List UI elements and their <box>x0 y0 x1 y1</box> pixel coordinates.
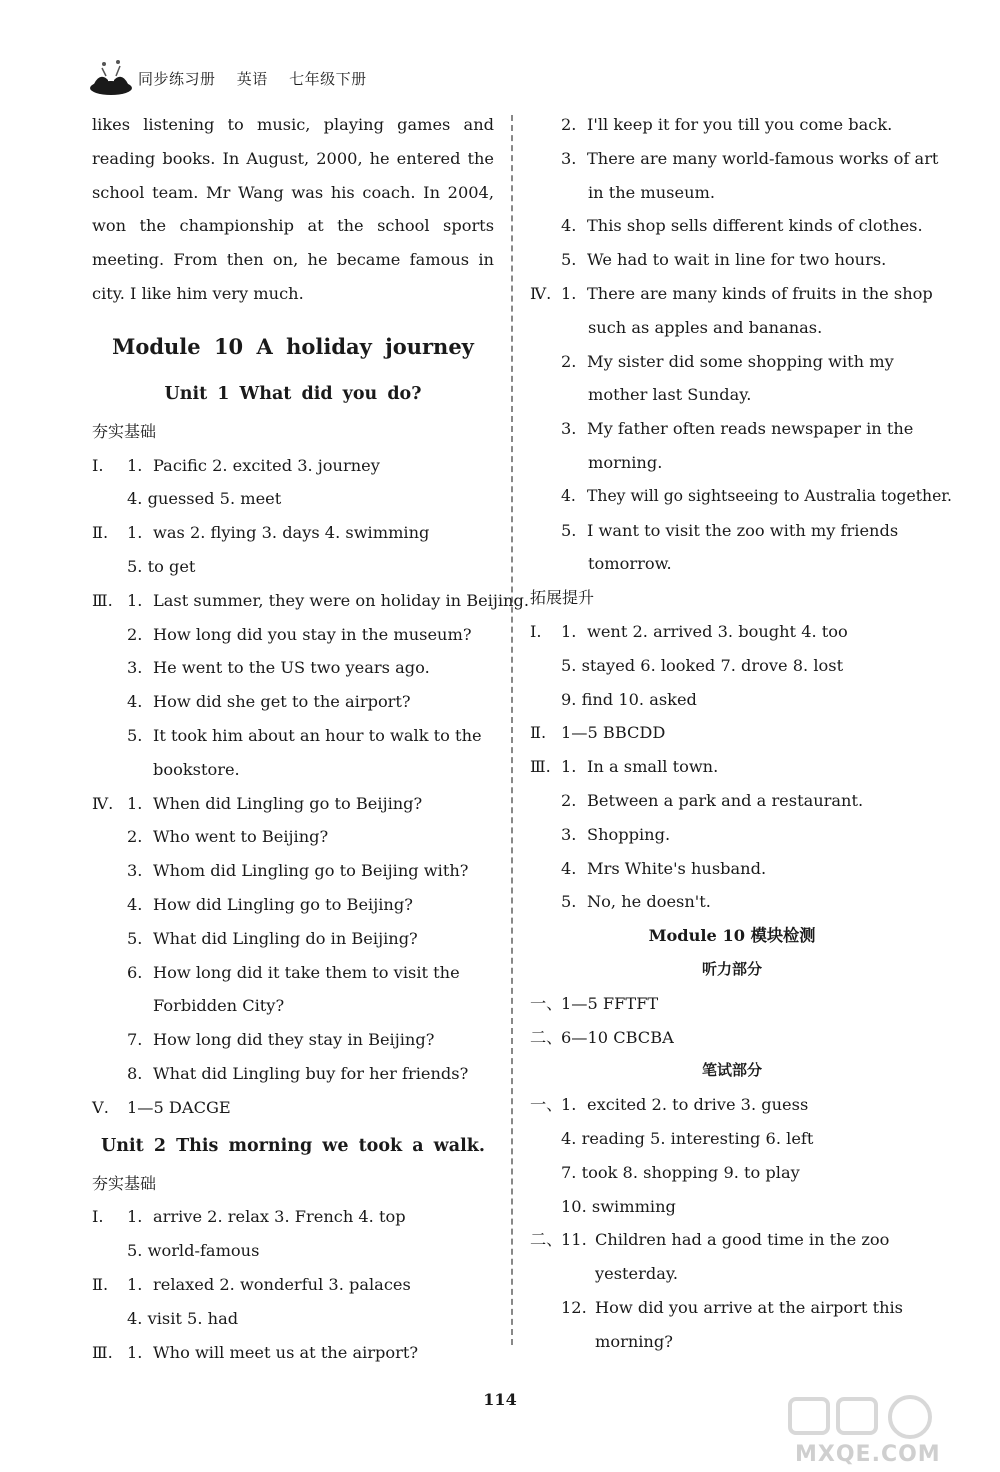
roman-mark: Ⅱ. <box>92 523 109 543</box>
answer-line: Ⅰ. 1. went 2. arrived 3. bought 4. too <box>530 615 934 649</box>
roman-mark: Ⅳ. <box>92 793 114 813</box>
passage-line: city. I like him very much. <box>92 283 304 303</box>
answer-line: 4. guessed 5. meet <box>127 489 282 509</box>
right-column <box>530 108 953 1358</box>
answer-line: Ⅲ. 1. Last summer, they were on holiday in Beijing. <box>92 584 494 618</box>
section-basic: 夯实基础 <box>92 421 157 441</box>
roman-mark: Ⅰ. <box>92 1207 104 1227</box>
answer-line: 一、1. excited 2. to drive 3. guess <box>530 1088 934 1122</box>
answer-line: 3. Whom did Lingling go to Beijing with? <box>127 861 469 881</box>
answer-line: 3. He went to the US two years ago. <box>127 658 430 678</box>
cn-mark: 二、 <box>530 1027 563 1047</box>
roman-mark: Ⅲ. <box>92 1342 113 1362</box>
roman-mark: Ⅲ. <box>92 590 113 610</box>
section-basic: 夯实基础 <box>92 1173 157 1193</box>
page-number: 114 <box>483 1390 517 1409</box>
passage-line: likes listening to music, playing games and <box>92 115 494 134</box>
answer-line: 3. My father often reads newspaper in the <box>561 419 914 439</box>
answer-line: 二、11. Children had a good time in the zoo <box>530 1223 934 1257</box>
answer-line: Ⅳ. 1. When did Lingling go to Beijing? <box>92 787 494 821</box>
answer-line: Ⅰ. 1. arrive 2. relax 3. French 4. top <box>92 1200 494 1234</box>
passage-line: meeting. From then on, he became famous in <box>92 250 494 270</box>
roman-mark: Ⅰ. <box>530 621 542 641</box>
answer-line: 2. How long did you stay in the museum? <box>127 624 472 644</box>
passage-line: won the championship at the school sports <box>92 216 494 236</box>
roman-mark: Ⅲ. <box>530 757 551 777</box>
answer-line: 8. What did Lingling buy for her friends? <box>127 1063 469 1083</box>
subject-name: 英语 <box>236 70 268 88</box>
answer-line: 3. Shopping. <box>561 824 671 844</box>
roman-mark: Ⅱ. <box>92 1274 109 1294</box>
roman-mark: Ⅳ. <box>530 283 552 303</box>
answer-line: 5. world-famous <box>127 1241 260 1261</box>
answer-line: Forbidden City? <box>153 996 285 1016</box>
answer-line: tomorrow. <box>588 554 672 574</box>
answer-line: 2. I'll keep it for you till you come back. <box>561 115 893 134</box>
answer-line: yesterday. <box>595 1264 679 1284</box>
answer-line: 4. They will go sightseeing to Australia together. <box>561 486 953 505</box>
answer-line: 9. find 10. asked <box>561 689 697 709</box>
answer-line: Ⅱ. 1. was 2. flying 3. days 4. swimming <box>92 516 494 550</box>
answer-line: mother last Sunday. <box>588 385 752 405</box>
watermark-text: MXQE.COM <box>795 1442 941 1467</box>
cn-mark: 一、 <box>530 1095 563 1115</box>
answer-line: morning. <box>588 452 663 472</box>
written-title: 笔试部分 <box>701 1061 762 1080</box>
answer-line: 4. visit 5. had <box>127 1308 239 1328</box>
answer-line: 二、6—10 CBCBA <box>530 1021 934 1055</box>
answer-line: 5. to get <box>127 556 196 576</box>
answer-line: morning? <box>595 1331 673 1351</box>
unit1-title: Unit 1 What did you do? <box>164 383 422 404</box>
header-title <box>138 68 383 89</box>
answer-line: 7. took 8. shopping 9. to play <box>561 1162 800 1182</box>
answer-line: Ⅲ. 1. In a small town. <box>530 750 934 784</box>
unit2-title: Unit 2 This morning we took a walk. <box>101 1135 485 1156</box>
answer-line: such as apples and bananas. <box>588 317 823 337</box>
page-header <box>88 52 508 102</box>
answer-line: 4. How did Lingling go to Beijing? <box>127 894 413 914</box>
cn-mark: 一、 <box>530 993 563 1013</box>
test-title: Module 10 模块检测 <box>648 926 816 946</box>
answer-line: 2. Who went to Beijing? <box>127 827 329 847</box>
answer-line: 5. It took him about an hour to walk to the <box>127 725 482 745</box>
answer-line: 5. stayed 6. looked 7. drove 8. lost <box>561 655 844 675</box>
answer-line: Ⅲ. 1. Who will meet us at the airport? <box>92 1336 494 1370</box>
section-extend: 拓展提升 <box>530 588 595 608</box>
cn-mark: 二、 <box>530 1230 563 1250</box>
answer-line: Ⅱ. 1—5 BBCDD <box>530 716 934 750</box>
listening-title: 听力部分 <box>701 959 762 978</box>
answer-line: 5. No, he doesn't. <box>561 892 711 912</box>
answer-line: Ⅴ. 1—5 DACGE <box>92 1091 494 1125</box>
answer-line: Ⅰ. 1. Pacific 2. excited 3. journey <box>92 449 494 483</box>
answer-line: Ⅱ. 1. relaxed 2. wonderful 3. palaces <box>92 1268 494 1302</box>
answer-line: 一、1—5 FFTFT <box>530 987 934 1021</box>
roman-mark: Ⅱ. <box>530 723 547 743</box>
answer-line: 12. How did you arrive at the airport this <box>561 1297 903 1317</box>
answer-line: in the museum. <box>588 182 715 202</box>
answer-line: 4. How did she get to the airport? <box>127 692 411 712</box>
answer-line: 4. reading 5. interesting 6. left <box>561 1128 814 1148</box>
answer-line: 10. swimming <box>561 1196 676 1216</box>
answer-line: 6. How long did it take them to visit the <box>127 962 460 982</box>
grade-name: 七年级下册 <box>289 70 367 88</box>
answer-line: 2. My sister did some shopping with my <box>561 351 894 371</box>
column-divider <box>511 115 513 1345</box>
passage-line: reading books. In August, 2000, he entered the <box>92 148 494 168</box>
book-name: 同步练习册 <box>138 70 216 88</box>
passage-line: school team. Mr Wang was his coach. In 2004, <box>92 182 494 202</box>
answer-line: 5. What did Lingling do in Beijing? <box>127 928 418 948</box>
answer-line: Ⅳ. 1. There are many kinds of fruits in the shop <box>530 277 934 311</box>
left-column <box>92 108 529 1369</box>
book-logo-icon <box>88 54 134 98</box>
answer-line: bookstore. <box>153 759 240 779</box>
roman-mark: Ⅴ. <box>92 1097 109 1117</box>
roman-mark: Ⅰ. <box>92 455 104 475</box>
answer-line: 2. Between a park and a restaurant. <box>561 790 864 810</box>
module-title: Module 10 A holiday journey <box>112 333 474 359</box>
answer-line: 3. There are many world-famous works of art <box>561 148 939 168</box>
answer-line: 4. Mrs White's husband. <box>561 858 767 878</box>
answer-line: 4. This shop sells different kinds of clothes. <box>561 216 923 236</box>
answer-line: 5. We had to wait in line for two hours. <box>561 250 887 270</box>
answer-line: 5. I want to visit the zoo with my friends <box>561 520 899 540</box>
answer-line: 7. How long did they stay in Beijing? <box>127 1030 435 1050</box>
